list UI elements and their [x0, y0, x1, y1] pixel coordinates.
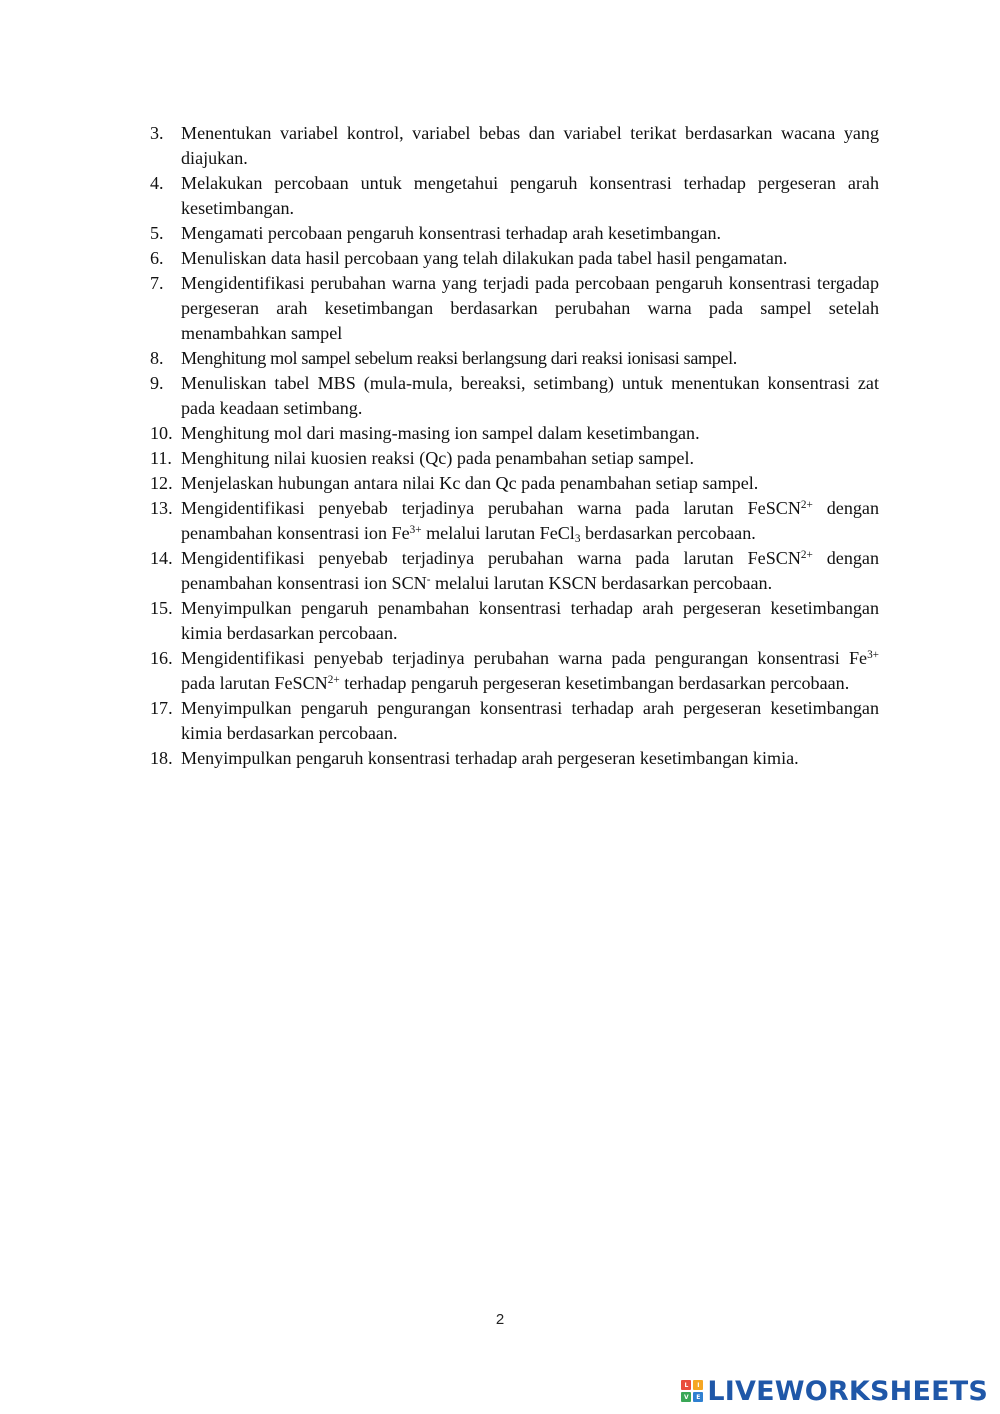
list-item [150, 246, 879, 271]
liveworksheets-brand[interactable] [681, 1376, 988, 1406]
liveworksheets-logo-icon [681, 1380, 703, 1402]
logo-tile: V [681, 1392, 691, 1402]
item-text: Melakukan percobaan untuk mengetahui pengaruh konsentrasi terhadap pergeseran arah kesetimbangan. [181, 173, 879, 218]
item-text: Mengidentifikasi penyebab terjadinya perubahan warna pada larutan FeSCN$^{2+}$ dengan penambahan konsentrasi ion $Fe^{3+}$ melalui larutan FeCl$_3$ berdasarkan percobaan. [181, 498, 879, 545]
item-number: 17. [150, 698, 173, 718]
item-number: 3. [150, 123, 164, 143]
item-text: Menuliskan tabel MBS (mula-mula, bereaksi, setimbang) untuk menentukan konsentrasi zat pada keadaan setimbang. [181, 373, 879, 418]
list-item [150, 646, 879, 696]
item-number: 13. [150, 498, 173, 518]
list-item [150, 421, 879, 446]
page-number: 2 [495, 1311, 505, 1328]
list-item [150, 696, 879, 746]
item-text: Menjelaskan hubungan antara nilai Kc dan Qc pada penambahan setiap sampel. [181, 473, 759, 493]
item-number: 16. [150, 648, 173, 668]
list-item [150, 471, 879, 496]
list-item [150, 371, 879, 421]
item-number: 8. [150, 348, 164, 368]
item-text: Mengidentifikasi perubahan warna yang terjadi pada percobaan pengaruh konsentrasi tergadap pergeseran arah kesetimbangan berdasarkan perubahan warna pada sampel setelah menambahkan sampel [181, 273, 879, 343]
list-item [150, 171, 879, 221]
item-text: Menghitung mol sampel sebelum reaksi berlangsung dari reaksi ionisasi sampel. [181, 348, 737, 368]
item-number: 14. [150, 548, 173, 568]
item-text: Menyimpulkan pengaruh penambahan konsentrasi terhadap arah pergeseran kesetimbangan kimia berdasarkan percobaan. [181, 598, 879, 643]
list-item [150, 271, 879, 346]
logo-tile: I [693, 1380, 703, 1390]
item-number: 10. [150, 423, 173, 443]
item-number: 5. [150, 223, 164, 243]
item-number: 7. [150, 273, 164, 293]
item-text: Menyimpulkan pengaruh pengurangan konsentrasi terhadap arah pergeseran kesetimbangan kimia berdasarkan percobaan. [181, 698, 879, 743]
item-text: Mengidentifikasi penyebab terjadinya perubahan warna pada larutan FeSCN$^{2+}$ dengan penambahan konsentrasi ion SCN- melalui larutan KSCN berdasarkan percobaan. [181, 548, 879, 593]
logo-tile: E [693, 1392, 703, 1402]
item-number: 12. [150, 473, 173, 493]
item-text: Menentukan variabel kontrol, variabel bebas dan variabel terikat berdasarkan wacana yang diajukan. [181, 123, 879, 168]
objectives-list [150, 121, 879, 771]
list-item [150, 446, 879, 471]
item-number: 15. [150, 598, 173, 618]
item-number: 6. [150, 248, 164, 268]
list-item [150, 346, 879, 371]
item-text: Menyimpulkan pengaruh konsentrasi terhadap arah pergeseran kesetimbangan kimia. [181, 748, 799, 768]
list-item [150, 121, 879, 171]
brand-name: LIVEWORKSHEETS [707, 1375, 988, 1407]
logo-tile: L [681, 1380, 691, 1390]
item-text: Mengidentifikasi penyebab terjadinya perubahan warna pada pengurangan konsentrasi $Fe^{3+}$ pada larutan FeSCN$^{2+}$ terhadap pengaruh pergeseran kesetimbangan berdasarkan percobaan. [181, 648, 879, 693]
list-item [150, 221, 879, 246]
item-number: 9. [150, 373, 164, 393]
list-item [150, 746, 879, 771]
item-number: 4. [150, 173, 164, 193]
item-text: Mengamati percobaan pengaruh konsentrasi terhadap arah kesetimbangan. [181, 223, 722, 243]
list-item [150, 596, 879, 646]
item-number: 18. [150, 748, 173, 768]
item-text: Menghitung mol dari masing-masing ion sampel dalam kesetimbangan. [181, 423, 700, 443]
item-text: Menghitung nilai kuosien reaksi (Qc) pada penambahan setiap sampel. [181, 448, 695, 468]
item-text: Menuliskan data hasil percobaan yang telah dilakukan pada tabel hasil pengamatan. [181, 248, 788, 268]
item-number: 11. [150, 448, 172, 468]
list-item [150, 496, 879, 546]
list-item [150, 546, 879, 596]
